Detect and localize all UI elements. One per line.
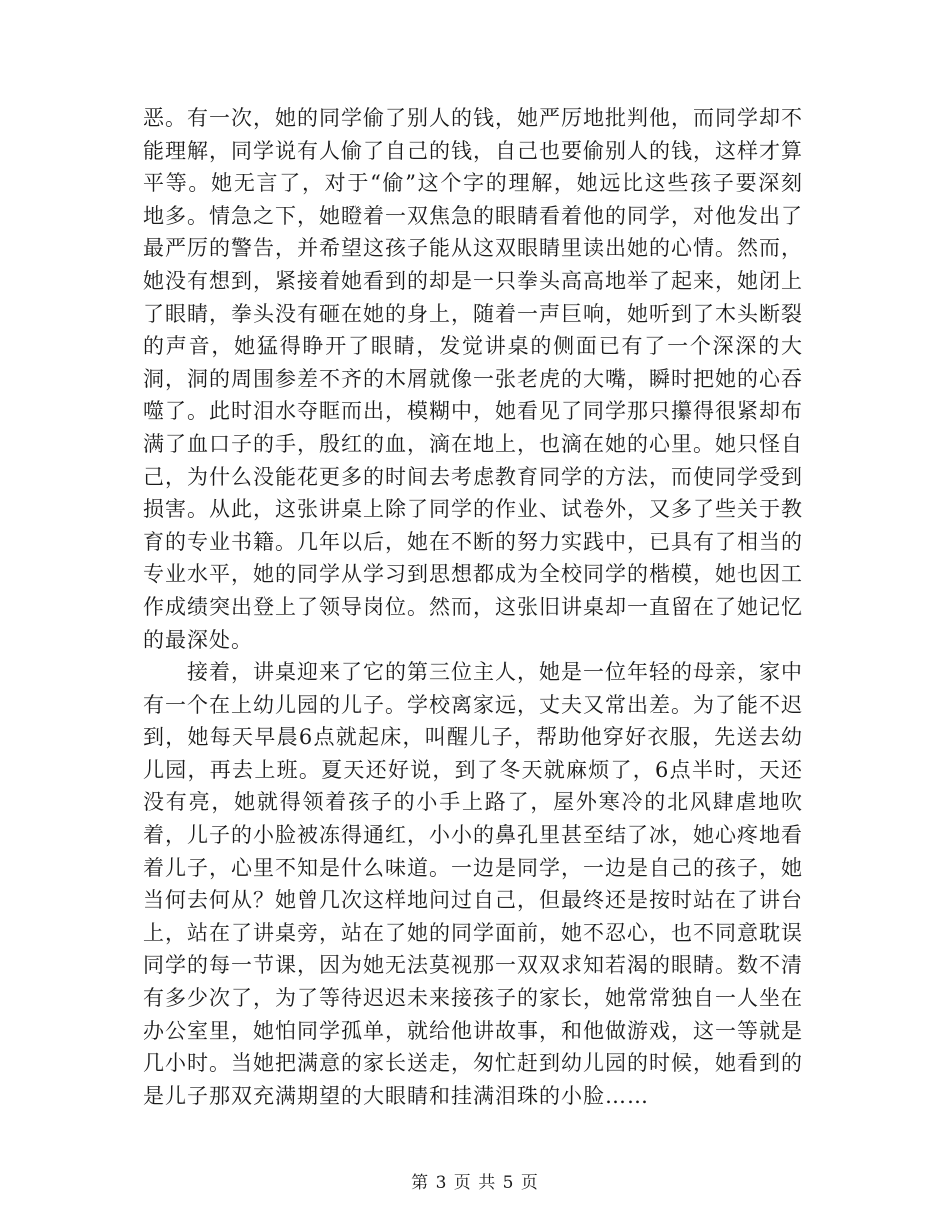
document-body	[143, 102, 803, 1112]
paragraph-continuation: 恶。有一次，她的同学偷了别人的钱，她严厉地批判他，而同学却不能理解，同学说有人偷了自己的钱，自己也要偷别人的钱，这样才算平等。她无言了，对于“偷”这个字的理解，她远比这些孩子要深刻地多。情急之下，她瞪着一双焦急的眼睛看着他的同学，对他发出了最严厉的警告，并希望这孩子能从这双眼睛里读出她的心情。然而，她没有想到，紧接着她看到的却是一只拳头高高地举了起来，她闭上了眼睛，拳头没有砸在她的身上，随着一声巨响，她听到了木头断裂的声音，她猛得睁开了眼睛，发觉讲桌的侧面已有了一个深深的大洞，洞的周围参差不齐的木屑就像一张老虎的大嘴，瞬时把她的心吞噬了。此时泪水夺眶而出，模糊中，她看见了同学那只攥得很紧却布满了血口子的手，殷红的血，滴在地上，也滴在她的心里。她只怪自己，为什么没能花更多的时间去考虑教育同学的方法，而使同学受到损害。从此，这张讲桌上除了同学的作业、试卷外，又多了些关于教育的专业书籍。几年以后，她在不断的努力实践中，已具有了相当的专业水平，她的同学从学习到思想都成为全校同学的楷模，她也因工作成绩突出登上了领导岗位。然而，这张旧讲桌却一直留在了她记忆的最深处。	[143, 106, 803, 652]
page-footer: 第 3 页 共 5 页	[411, 1173, 539, 1193]
paragraph-third-owner: 接着，讲桌迎来了它的第三位主人，她是一位年轻的母亲，家中有一个在上幼儿园的儿子。学校离家远，丈夫又常出差。为了能不迟到，她每天早晨6点就起床，叫醒儿子，帮助他穿好衣服，先送去幼儿园，再去上班。夏天还好说，到了冬天就麻烦了，6点半时，天还没有亮，她就得领着孩子的小手上路了，屋外寒冷的北风肆虐地吹着，儿子的小脸被冻得通红，小小的鼻孔里甚至结了冰，她心疼地看着儿子，心里不知是什么味道。一边是同学，一边是自己的孩子，她当何去何从？她曾几次这样地问过自己，但最终还是按时站在了讲台上，站在了讲桌旁，站在了她的同学面前，她不忍心，也不同意耽误同学的每一节课，因为她无法莫视那一双双求知若渴的眼睛。数不清有多少次了，为了等待迟迟未来接孩子的家长，她常常独自一人坐在办公室里，她怕同学孤单，就给他讲故事，和他做游戏，这一等就是几小时。当她把满意的家长送走，匆忙赶到幼儿园的时候，她看到的是儿子那双充满期望的大眼睛和挂满泪珠的小脸……	[143, 660, 803, 1108]
